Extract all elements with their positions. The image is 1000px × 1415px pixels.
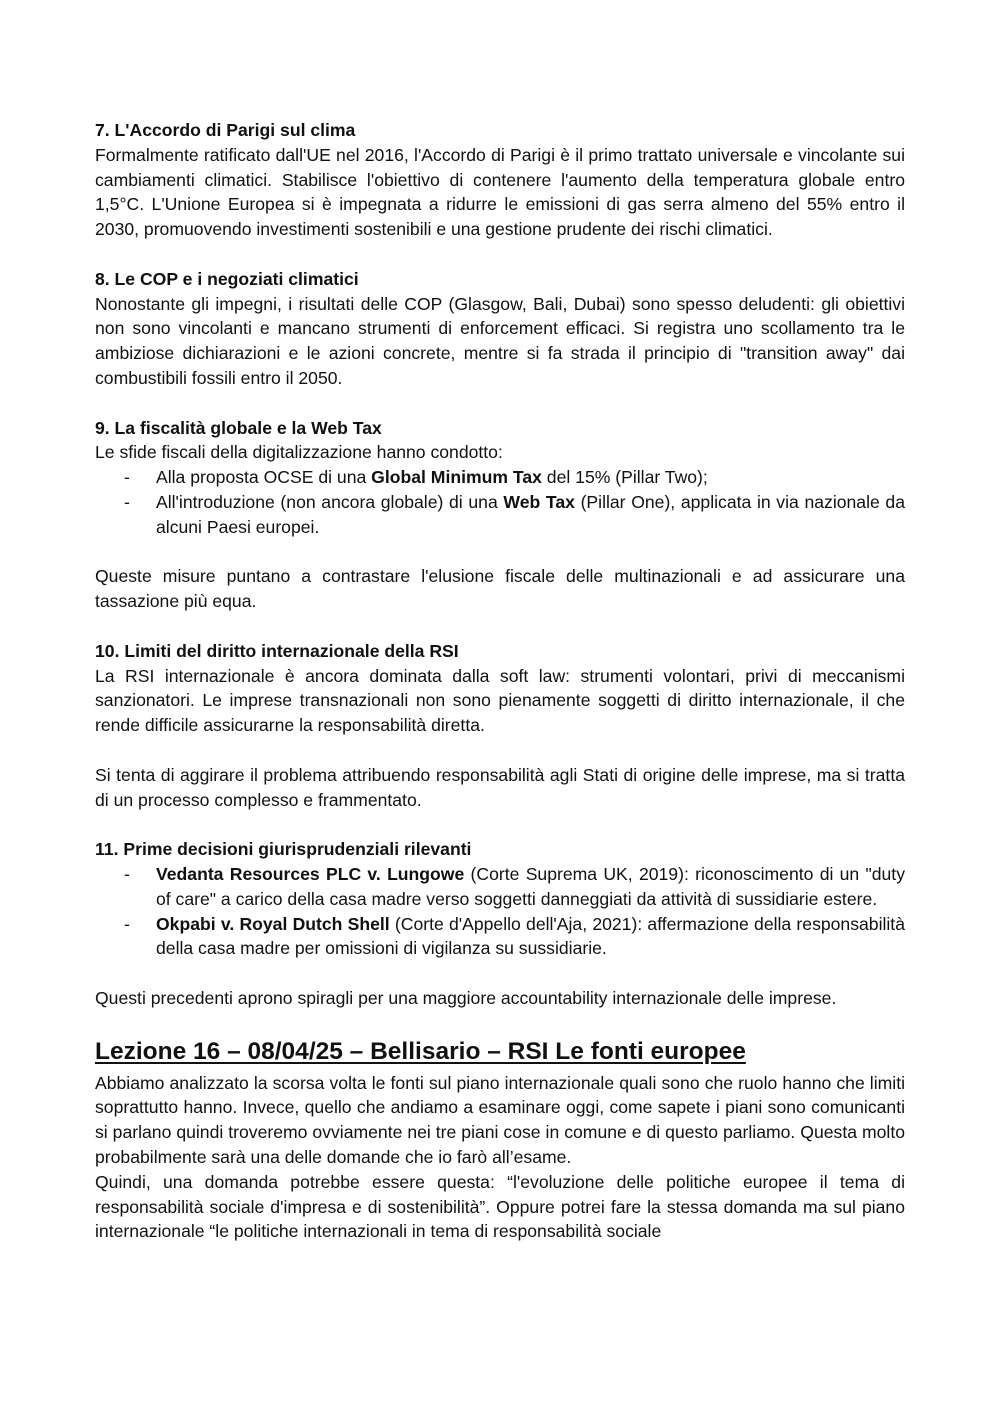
document-body [95, 118, 905, 1244]
paragraph: Questi precedenti aprono spiragli per una maggiore accountability internazionale delle imprese. [95, 987, 837, 1008]
paragraph: Le sfide fiscali della digitalizzazione hanno condotto: [95, 442, 503, 463]
paragraph: Queste misure puntano a contrastare l'elusione fiscale delle multinazionali e ad assicurare una tassazione più equa. [95, 566, 905, 612]
list-item [95, 465, 905, 490]
list-item [95, 490, 905, 540]
blank-line [95, 738, 905, 763]
dash-bullet: - [124, 491, 130, 512]
list-item-bold: Web Tax [503, 491, 575, 512]
paragraph: Abbiamo analizzato la scorsa volta le fonti sul piano internazionale quali sono che ruolo hanno che limiti soprattutto hanno. Invece, quello che andiamo a esaminare oggi, come sapete i piani sono comunicanti si parlano quindi troveremo ovviamente nei tre piani cose in comune e di questo parliamo. Questa molto probabilmente sarà una delle domande che io farò all’esame. [95, 1072, 905, 1168]
section-heading: 7. L'Accordo di Parigi sul clima [95, 120, 356, 140]
dash-bullet: - [124, 913, 130, 934]
blank-line [95, 812, 905, 837]
paragraph: Quindi, una domanda potrebbe essere questa: “l'evoluzione delle politiche europee il tema di responsabilità sociale d'impresa e di sostenibilità”. Oppure potrei fare la stessa domanda ma sul piano internazionale “le politiche internazionali in tema di responsabilità sociale [95, 1171, 905, 1242]
dash-bullet: - [124, 467, 130, 488]
section-international-law-limits [95, 639, 905, 813]
section-heading: 8. Le COP e i negoziati climatici [95, 268, 359, 289]
lesson-heading: Lezione 16 – 08/04/25 – Bellisario – RSI Le fonti europee [95, 1037, 746, 1065]
list-item-text: Alla proposta OCSE di una [156, 467, 372, 488]
blank-line [95, 961, 905, 986]
section-web-tax [95, 416, 905, 614]
list-item-text: (Corte d'Appello dell'Aja, 2021): affermazione della responsabilità della casa madre per omissioni di vigilanza su sussidiarie. [156, 913, 905, 959]
list-item [95, 912, 905, 962]
lesson-heading-wrap [95, 1036, 905, 1067]
case-name: Vedanta Resources PLC v. Lungowe [156, 863, 465, 884]
paragraph: Nonostante gli impegni, i risultati delle COP (Glasgow, Bali, Dubai) sono spesso deludenti: gli obiettivi non sono vincolanti e mancano strumenti di enforcement efficaci. Si registra uno scollamento tra le ambiziose dichiarazioni e le azioni concrete, mentre si fa strada il principio di "transition away" dai combustibili fossili entro il 2050. [95, 293, 905, 388]
blank-line [95, 391, 905, 416]
list-item-text: All'introduzione (non ancora globale) di una [156, 491, 504, 512]
paragraph: Si tenta di aggirare il problema attribuendo responsabilità agli Stati di origine delle imprese, ma si tratta di un processo complesso e frammentato. [95, 764, 905, 810]
dash-bullet: - [124, 863, 130, 884]
blank-line [95, 540, 905, 565]
section-paris-agreement [95, 118, 905, 242]
dash-list [95, 862, 905, 961]
blank-line [95, 242, 905, 267]
list-item-text: del 15% (Pillar Two); [541, 467, 708, 488]
section-case-law [95, 837, 905, 1011]
blank-line [95, 614, 905, 639]
list-item-text: (Corte Suprema UK, 2019): riconoscimento di un "duty of care" a carico della casa madre verso soggetti danneggiati da attività di sussidiarie estere. [156, 863, 905, 909]
list-item-text: (Pillar One), applicata in via nazionale da alcuni Paesi europei. [156, 491, 906, 537]
section-heading: 9. La fiscalità globale e la Web Tax [95, 417, 382, 438]
section-cop-negotiations [95, 267, 905, 391]
case-name: Okpabi v. Royal Dutch Shell [156, 913, 390, 934]
section-heading: 10. Limiti del diritto internazionale della RSI [95, 640, 459, 661]
dash-list [95, 465, 905, 539]
paragraph: Formalmente ratificato dall'UE nel 2016, l'Accordo di Parigi è il primo trattato universale e vincolante sui cambiamenti climatici. Stabilisce l'obiettivo di contenere l'aumento della temperatura globale entro 1,5°C. L'Unione Europea si è impegnata a ridurre le emissioni di gas serra almeno del 55% entro il 2030, promuovendo investimenti sostenibili e una gestione prudente dei rischi climatici. [95, 144, 905, 240]
list-item-bold: Global Minimum Tax [371, 467, 542, 488]
paragraph: La RSI internazionale è ancora dominata dalla soft law: strumenti volontari, privi di meccanismi sanzionatori. Le imprese transnazionali non sono pienamente soggetti di diritto internazionale, il che rende difficile assicurarne la responsabilità diretta. [95, 665, 905, 736]
list-item [95, 862, 905, 912]
section-heading: 11. Prime decisioni giurisprudenziali rilevanti [95, 839, 472, 860]
